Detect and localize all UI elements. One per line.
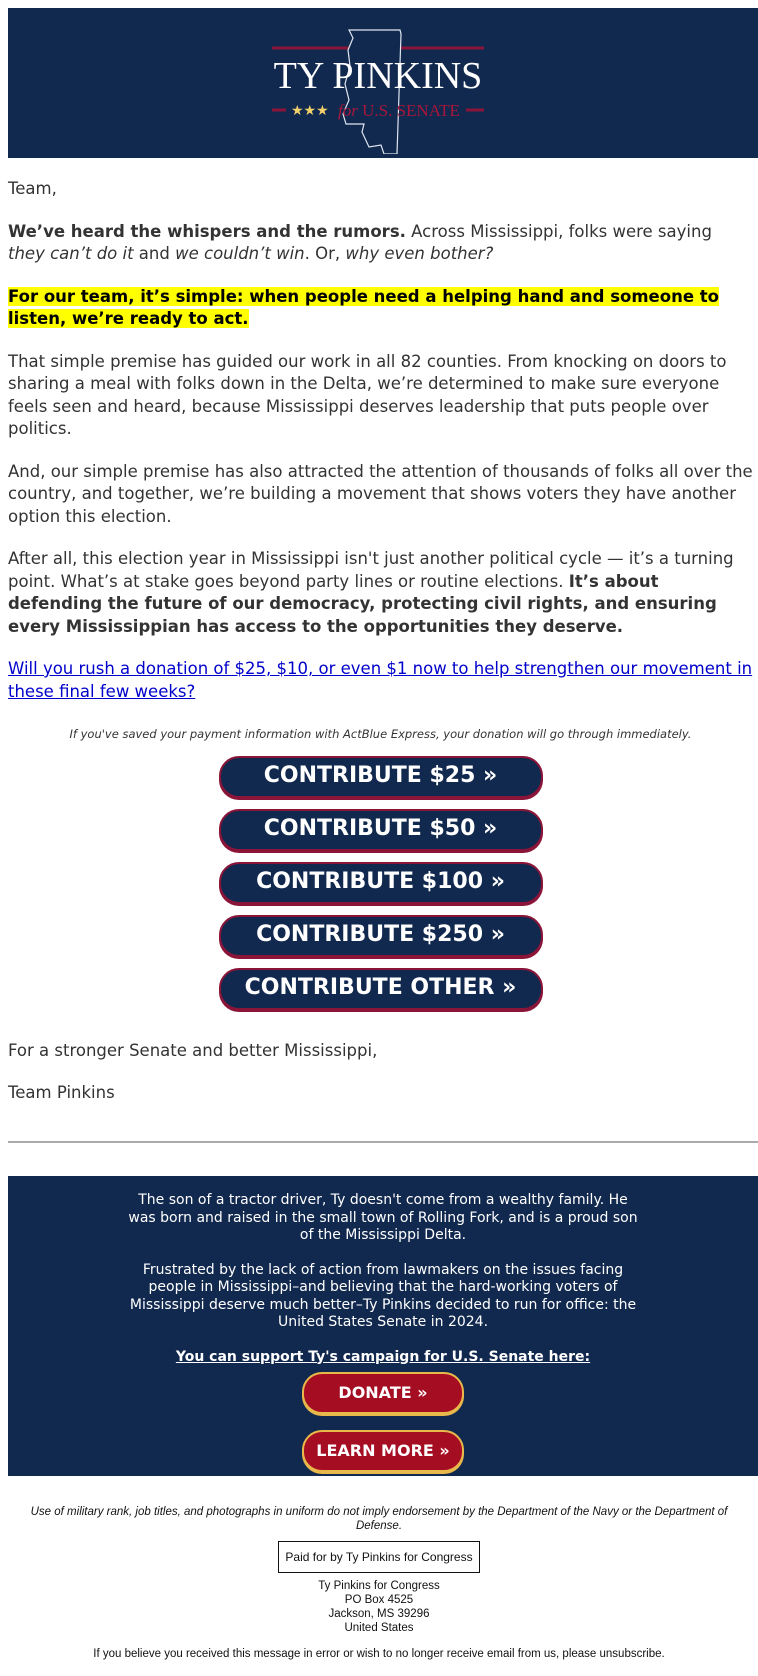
text: After all, this election year in Mississippi isn't just another political cycle — it’s a turning point. What’s at stake goes beyond party lines or routine elections. xyxy=(8,549,734,591)
highlight-text: For our team, it’s simple: when people need a helping hand and someone to listen, we’re ready to act. xyxy=(8,286,719,328)
campaign-logo xyxy=(266,14,506,154)
signature: Team Pinkins xyxy=(8,1083,115,1102)
stars-icon: ★★★ xyxy=(291,103,329,119)
email-body xyxy=(8,178,753,1125)
contribute-50-button[interactable]: CONTRIBUTE $50 » xyxy=(219,809,543,851)
support-link[interactable]: You can support Ty's campaign for U.S. Senate here: xyxy=(175,1348,591,1365)
contribute-100-button[interactable]: CONTRIBUTE $100 » xyxy=(219,862,543,904)
stakes-bold: It’s about defending the future of our democracy, protecting civil rights, and ensuring every Mississippian has access to the opportunities they deserve. xyxy=(8,571,717,636)
unsubscribe-text[interactable]: If you believe you received this message in error or wish to no longer receive email from us, please unsubscribe. xyxy=(93,1648,665,1660)
header-banner xyxy=(8,8,758,158)
text: Across Mississippi, folks were saying xyxy=(405,221,712,241)
greeting: Team, xyxy=(8,179,57,198)
bio-section xyxy=(8,1176,758,1476)
text: and xyxy=(133,244,176,263)
paragraph-movement: And, our simple premise has also attracted the attention of thousands of folks all over the country, and together, we’re building a movement that shows voters they have another option this election. xyxy=(8,461,753,526)
contribute-25-button[interactable]: CONTRIBUTE $25 » xyxy=(219,756,543,798)
learn-more-button[interactable]: LEARN MORE » xyxy=(302,1430,464,1472)
contribute-buttons xyxy=(8,756,753,1010)
logo-name: TY PINKINS xyxy=(273,55,483,97)
paragraph-rumors xyxy=(8,221,753,266)
bio-paragraph-2: Frustrated by the lack of action from lawmakers on the issues facing people in Mississippi–and believing that the hard-working voters of Mississippi deserve much better–Ty Pinkins decided to run for office: the United States Senate in 2024. xyxy=(129,1261,637,1330)
address-line: United States xyxy=(344,1622,414,1634)
donation-ask-link[interactable]: Will you rush a donation of $25, $10, or even $1 now to help strengthen our movement in these final few weeks? xyxy=(8,659,753,701)
paragraph-counties: That simple premise has guided our work in all 82 counties. From knocking on doors to sharing a meal with folks down in the Delta, we’re determined to make sure everyone feels seen and heard, because Mississippi deserves leadership that puts people over politics. xyxy=(8,351,727,438)
actblue-note: If you've saved your payment information with ActBlue Express, your donation will go through immediately. xyxy=(69,727,692,741)
text: why even bother? xyxy=(345,244,494,263)
bio-paragraph-1: The son of a tractor driver, Ty doesn't come from a wealthy family. He was born and raised in the small town of Rolling Fork, and is a proud son of the Mississippi Delta. xyxy=(128,1192,638,1243)
text: we couldn’t win xyxy=(175,244,305,263)
text: they can’t do it xyxy=(8,244,134,263)
highlighted-paragraph xyxy=(8,286,753,331)
address-line: Ty Pinkins for Congress xyxy=(318,1580,440,1592)
svg-text:for U.S. SENATE: for U.S. SENATE xyxy=(338,101,460,120)
text: . Or, xyxy=(304,244,346,263)
paid-for-box: Paid for by Ty Pinkins for Congress xyxy=(278,1541,479,1573)
donate-button[interactable]: DONATE » xyxy=(302,1372,464,1414)
divider xyxy=(8,1141,758,1143)
address-line: Jackson, MS 39296 xyxy=(328,1608,430,1620)
footer xyxy=(0,1505,758,1661)
address-line: PO Box 4525 xyxy=(344,1594,414,1606)
signoff: For a stronger Senate and better Mississippi, xyxy=(8,1040,378,1060)
rumors-bold: We’ve heard the whispers and the rumors. xyxy=(8,221,406,241)
contribute-250-button[interactable]: CONTRIBUTE $250 » xyxy=(219,915,543,957)
contribute-other-button[interactable]: CONTRIBUTE OTHER » xyxy=(219,968,543,1010)
paragraph-stakes xyxy=(8,548,753,638)
military-disclaimer: Use of military rank, job titles, and photographs in uniform do not imply endorsement by the Department of the Navy or the Department of Defense. xyxy=(30,1506,728,1532)
